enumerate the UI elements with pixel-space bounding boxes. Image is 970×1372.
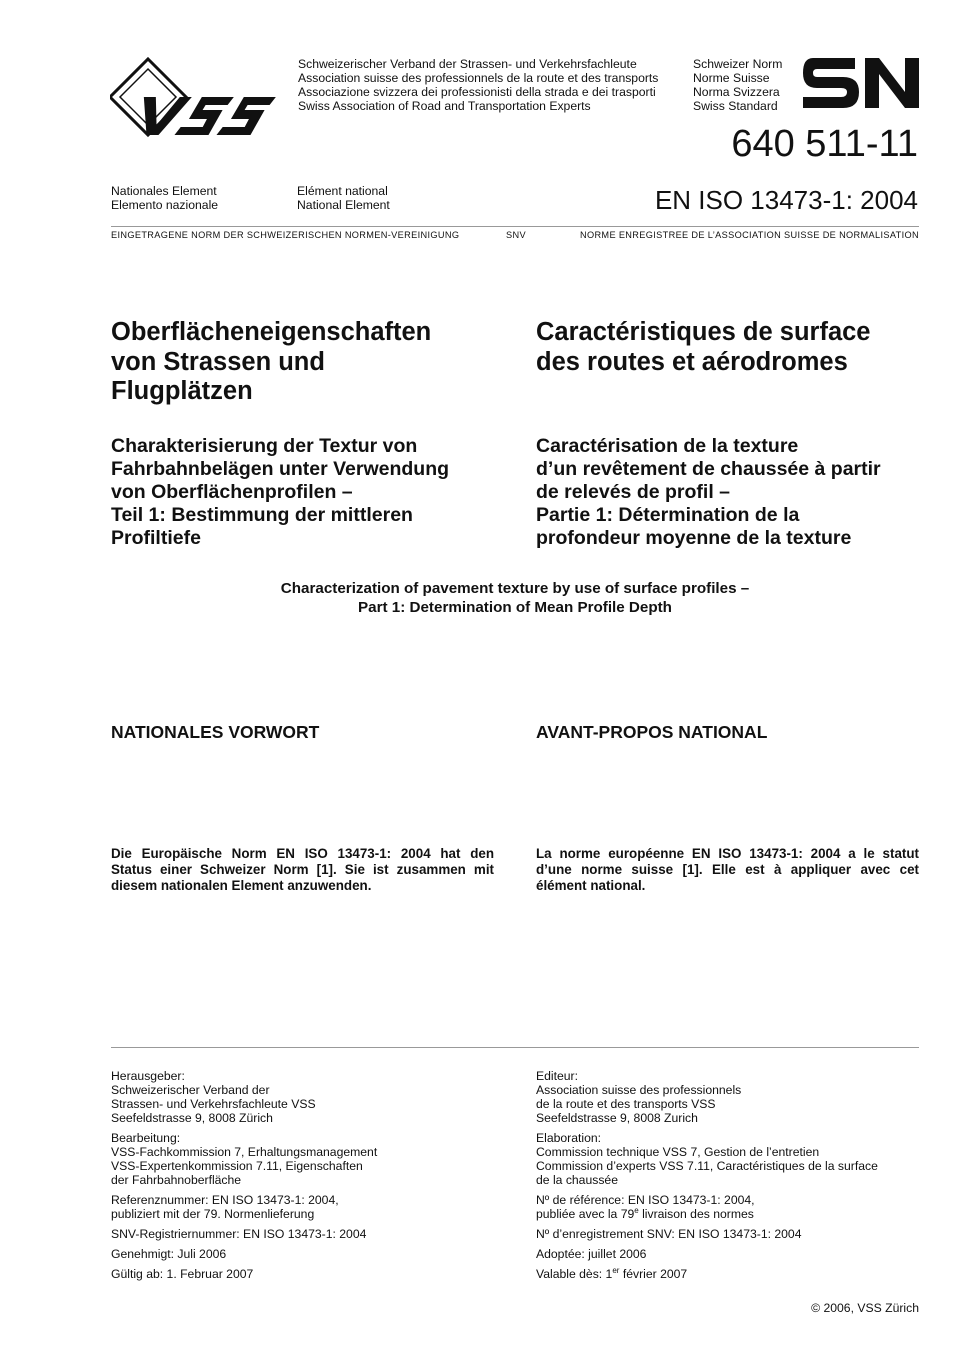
editing-de — [111, 1131, 511, 1187]
reference-text: livraison des normes — [638, 1207, 754, 1221]
title-fr-line: Caractéristiques de surface — [536, 318, 871, 346]
publisher-line: Association suisse des professionnels — [536, 1083, 742, 1097]
foreword-de-line: Status einer Schweizer Norm [1]. Sie ist zusammen mit — [111, 862, 494, 877]
foreword-fr-line: d’une norme suisse [1]. Elle est à appliquer avec cet — [536, 862, 919, 877]
norm-type-de: Schweizer Norm — [693, 57, 783, 71]
valid-line — [536, 1267, 936, 1281]
title-fr-line: des routes et aérodromes — [536, 347, 848, 376]
subtitle-de-line: Fahrbahnbelägen unter Verwendung — [111, 458, 450, 480]
norm-type-list — [693, 57, 782, 113]
publisher-line: Seefeldstrasse 9, 8008 Zurich — [536, 1111, 698, 1125]
foreword-heading-de: NATIONALES VORWORT — [111, 722, 320, 742]
copyright: © 2006, VSS Zürich — [811, 1301, 919, 1315]
norm-type-it: Norma Svizzera — [693, 85, 780, 99]
valid-superscript: er — [612, 1266, 620, 1275]
reference-line: Nº de référence: EN ISO 13473-1: 2004, — [536, 1193, 755, 1207]
reference-superscript: e — [634, 1206, 639, 1215]
valid-line: Gültig ab: 1. Februar 2007 — [111, 1267, 254, 1281]
foreword-fr-line: élément national. — [536, 878, 646, 893]
subtitle-de-line: Profiltiefe — [111, 527, 201, 549]
valid-de — [111, 1267, 511, 1281]
norm-number: 640 511-11 — [731, 123, 918, 165]
association-name-it: Associazione svizzera dei professionisti della strada e dei trasporti — [298, 85, 656, 99]
subtitle-de — [111, 435, 449, 550]
national-element-fr-en — [297, 184, 390, 212]
reference-text: publiée avec la 79 — [536, 1207, 635, 1221]
subtitle-de-line: von Oberflächenprofilen – — [111, 481, 353, 503]
national-element-de: Nationales Element — [111, 184, 217, 198]
registration-fr — [536, 1227, 936, 1241]
publisher-line: Schweizerischer Verband der — [111, 1083, 270, 1097]
reference-de — [111, 1193, 511, 1221]
subtitle-fr-line: d’un revêtement de chaussée à partir — [536, 458, 881, 480]
adopted-fr — [536, 1247, 936, 1261]
foreword-de-line: diesem nationalen Element anzuwenden. — [111, 878, 372, 893]
approved-de — [111, 1247, 511, 1261]
publisher-fr — [536, 1069, 936, 1125]
subtitle-fr-line: Partie 1: Détermination de la — [536, 504, 800, 526]
publisher-line: de la route et des transports VSS — [536, 1097, 716, 1111]
reference-fr — [536, 1193, 936, 1221]
subtitle-fr-line: Caractérisation de la texture — [536, 435, 799, 457]
publisher-line: Seefeldstrasse 9, 8008 Zürich — [111, 1111, 273, 1125]
title-de-line: Oberflächeneigenschaften — [111, 318, 432, 346]
approved-line: Genehmigt: Juli 2006 — [111, 1247, 227, 1261]
registration-line: Nº d’enregistrement SNV: EN ISO 13473-1: 2004 — [536, 1227, 802, 1241]
foreword-heading-fr: AVANT-PROPOS NATIONAL — [536, 722, 768, 742]
registry-abbr: SNV — [506, 230, 526, 240]
editing-line: VSS-Expertenkommission 7.11, Eigenschaften — [111, 1159, 363, 1173]
foreword-text-fr — [536, 846, 919, 894]
national-element-fr: Elément national — [297, 184, 388, 198]
title-en-line: Part 1: Determination of Mean Profile Depth — [358, 598, 672, 616]
subtitle-fr-line: profondeur moyenne de la texture — [536, 527, 852, 549]
title-en — [111, 580, 919, 617]
reference-line: publiziert mit der 79. Normenlieferung — [111, 1207, 315, 1221]
editing-line: Commission d’experts VSS 7.11, Caractéristiques de la surface — [536, 1159, 878, 1173]
imprint-de — [111, 1069, 511, 1287]
editing-line: VSS-Fachkommission 7, Erhaltungsmanagement — [111, 1145, 378, 1159]
registry-de: EINGETRAGENE NORM DER SCHWEIZERISCHEN NORMEN-VEREINIGUNG — [111, 230, 460, 240]
association-name-en: Swiss Association of Road and Transportation Experts — [298, 99, 591, 113]
foreword-de-line: Die Europäische Norm EN ISO 13473-1: 2004 hat den — [111, 846, 494, 861]
registration-line: SNV-Registriernummer: EN ISO 13473-1: 2004 — [111, 1227, 367, 1241]
title-de — [111, 318, 431, 407]
editing-line: de la chaussée — [536, 1173, 618, 1187]
publisher-line: Strassen- und Verkehrsfachleute VSS — [111, 1097, 316, 1111]
header-divider — [111, 226, 919, 227]
reference-line — [536, 1207, 936, 1221]
title-de-line: Flugplätzen — [111, 377, 253, 405]
title-de-line: von Strassen und — [111, 347, 325, 376]
foreword-fr-line: La norme européenne EN ISO 13473-1: 2004 a le statut — [536, 846, 919, 861]
editing-line: Commission technique VSS 7, Gestion de l’entretien — [536, 1145, 820, 1159]
editing-fr — [536, 1131, 936, 1187]
publisher-label: Editeur: — [536, 1069, 579, 1083]
national-element-en: National Element — [297, 198, 390, 212]
sn-logo — [803, 58, 919, 108]
norm-type-fr: Norme Suisse — [693, 71, 770, 85]
publisher-de — [111, 1069, 511, 1125]
title-fr — [536, 318, 871, 377]
title-en-line: Characterization of pavement texture by use of surface profiles – — [280, 580, 750, 597]
subtitle-de-line: Teil 1: Bestimmung der mittleren — [111, 504, 413, 526]
association-names — [298, 57, 658, 113]
valid-text: février 2007 — [619, 1267, 688, 1281]
foreword-text-de — [111, 846, 494, 894]
valid-fr — [536, 1267, 936, 1281]
national-element-it: Elemento nazionale — [111, 198, 219, 212]
editing-label: Elaboration: — [536, 1131, 602, 1145]
valid-text: Valable dès: 1 — [536, 1267, 613, 1281]
association-name-fr: Association suisse des professionnels de la route et des transports — [298, 71, 659, 85]
norm-type-en: Swiss Standard — [693, 99, 778, 113]
reference-line: Referenznummer: EN ISO 13473-1: 2004, — [111, 1193, 339, 1207]
registration-de — [111, 1227, 511, 1241]
publisher-label: Herausgeber: — [111, 1069, 185, 1083]
vss-logo — [110, 57, 290, 139]
association-name-de: Schweizerischer Verband der Strassen- und Verkehrsfachleute — [298, 57, 637, 71]
iso-reference: EN ISO 13473-1: 2004 — [654, 185, 918, 215]
imprint-divider — [111, 1047, 919, 1048]
adopted-line: Adoptée: juillet 2006 — [536, 1247, 647, 1261]
editing-label: Bearbeitung: — [111, 1131, 181, 1145]
imprint-fr — [536, 1069, 936, 1287]
registry-fr: NORME ENREGISTREE DE L’ASSOCIATION SUISSE DE NORMALISATION — [579, 230, 919, 240]
national-element-de-it — [111, 184, 218, 212]
subtitle-fr — [536, 435, 881, 550]
subtitle-fr-line: de relevés de profil – — [536, 481, 731, 503]
subtitle-de-line: Charakterisierung der Textur von — [111, 435, 418, 457]
editing-line: der Fahrbahnoberfläche — [111, 1173, 242, 1187]
